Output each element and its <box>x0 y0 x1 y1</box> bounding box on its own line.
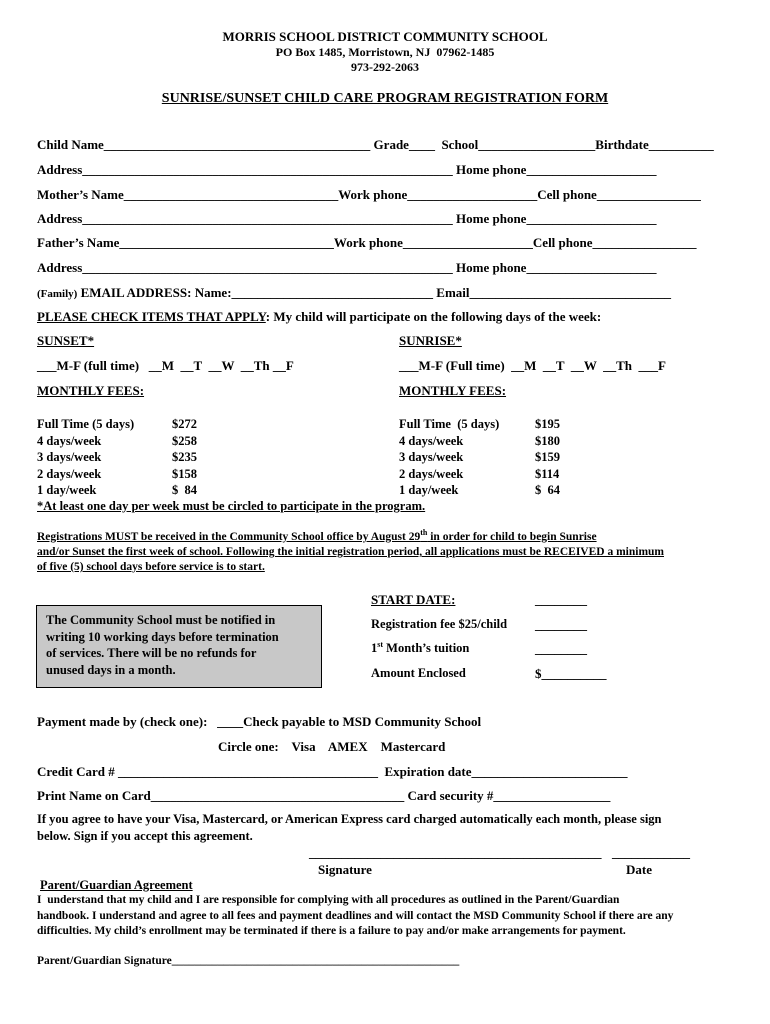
fee-label: 1 day/week <box>399 483 459 497</box>
sunset-heading: SUNSET* <box>37 333 95 348</box>
card-type-options[interactable]: Circle one: Visa AMEX Mastercard <box>218 739 446 754</box>
org-phone: 973-292-2063 <box>351 60 419 74</box>
credit-card-field[interactable]: Credit Card # ________________________________________ Expiration date________________________ <box>37 764 628 779</box>
father-address-field[interactable]: Address_________________________________________________________ Home phone____________________ <box>37 260 657 275</box>
reg-text-b: in order for child to begin Sunrise <box>427 531 597 543</box>
agreement-line-2: handbook. I understand and agree to all fees and payment deadlines and will contact the MSD Community School if there are any <box>37 910 674 922</box>
amount-enclosed-label: Amount Enclosed <box>371 666 466 680</box>
fee-amount: $195 <box>535 417 560 431</box>
fee-amount: $272 <box>172 417 197 431</box>
registration-line-3: of five (5) school days before service is to start. <box>37 561 265 573</box>
child-info-field[interactable]: Child Name_________________________________________ Grade____ School__________________Birthdate__________ <box>37 137 714 152</box>
registration-fee-label: Registration fee $25/child <box>371 617 508 631</box>
tuition-sup: st <box>377 639 384 649</box>
autopay-text-2: below. Sign if you accept this agreement. <box>37 829 253 843</box>
sunrise-fees-heading: MONTHLY FEES: <box>399 383 507 398</box>
family-label: (Family) <box>37 288 78 300</box>
tuition-field[interactable]: ________ <box>535 641 587 656</box>
fee-amount: $158 <box>172 466 197 481</box>
mother-address-field[interactable]: Address_________________________________________________________ Home phone____________________ <box>37 211 657 226</box>
date-label: Date <box>626 862 652 877</box>
registration-line-2: and/or Sunset the first week of school. Following the initial registration period, all applications must be RECEIVED a minimum <box>37 546 664 558</box>
email-text: EMAIL ADDRESS: Name:_______________________________ Email_______________________________ <box>77 285 672 300</box>
fee-label: 4 days/week <box>37 433 102 448</box>
check-rest: : My child will participate on the following days of the week: <box>265 309 602 324</box>
tuition-label <box>371 641 469 656</box>
payment-method-field[interactable]: Payment made by (check one): ____Check payable to MSD Community School <box>37 714 482 729</box>
mother-info-field[interactable]: Mother’s Name_________________________________Work phone____________________Cell phone________________ <box>37 187 701 202</box>
sunset-fees-heading: MONTHLY FEES: <box>37 383 145 398</box>
reg-sup: th <box>420 528 428 538</box>
registration-line-1 <box>37 530 597 545</box>
signature-label: Signature <box>318 862 372 877</box>
termination-notice-box: The Community School must be notified in writing 10 working days before termination of services. There will be no refunds for unused days in a month. <box>36 605 322 688</box>
circle-note: *At least one day per week must be circled to participate in the program. <box>37 499 426 513</box>
family-email-field[interactable] <box>37 285 671 302</box>
autopay-text-1: If you agree to have your Visa, Mastercard, or American Express card charged automatically each month, please sign <box>37 812 662 826</box>
fee-label: 3 days/week <box>399 450 464 464</box>
tuition-post: Month’s tuition <box>383 641 470 655</box>
agreement-line-3: difficulties. My child’s enrollment may be terminated if there is a failure to pay and/or make arrangements for payment. <box>37 925 626 937</box>
form-title: SUNRISE/SUNSET CHILD CARE PROGRAM REGISTRATION FORM <box>161 91 609 106</box>
fee-label: 2 days/week <box>37 466 102 481</box>
agreement-heading: Parent/Guardian Agreement <box>40 878 193 892</box>
fee-label: 1 day/week <box>37 483 97 497</box>
fee-label: 2 days/week <box>399 466 464 481</box>
sunrise-heading: SUNRISE* <box>399 333 462 348</box>
org-address: PO Box 1485, Morristown, NJ 07962-1485 <box>275 45 495 59</box>
father-info-field[interactable]: Father’s Name_________________________________Work phone____________________Cell phone________________ <box>37 235 697 250</box>
sunrise-days-checkboxes[interactable]: ___M-F (Full time) __M __T __W __Th ___F <box>399 358 666 373</box>
fee-label: Full Time (5 days) <box>37 417 135 431</box>
check-label: PLEASE CHECK ITEMS THAT APPLY <box>37 309 266 324</box>
fee-amount: $ 84 <box>172 483 197 497</box>
fee-label: Full Time (5 days) <box>399 417 500 431</box>
registration-fee-field[interactable]: ________ <box>535 617 587 632</box>
org-name: MORRIS SCHOOL DISTRICT COMMUNITY SCHOOL <box>222 29 548 44</box>
card-name-field[interactable]: Print Name on Card_______________________________________ Card security #__________________ <box>37 788 611 803</box>
sunset-days-checkboxes[interactable]: ___M-F (full time) __M __T __W __Th __F <box>37 358 294 373</box>
amount-enclosed-field[interactable]: $__________ <box>535 666 607 681</box>
fee-amount: $235 <box>172 450 197 464</box>
check-instructions <box>37 309 601 324</box>
fee-amount: $ 64 <box>535 483 560 497</box>
tuition-pre: 1 <box>371 641 378 655</box>
start-date-label: START DATE: <box>371 592 456 607</box>
fee-label: 3 days/week <box>37 450 102 464</box>
fee-amount: $258 <box>172 433 197 448</box>
signature-line[interactable]: _____________________________________________ <box>309 845 602 860</box>
start-date-field[interactable]: ________ <box>535 592 587 607</box>
fee-amount: $180 <box>535 433 560 448</box>
fee-label: 4 days/week <box>399 433 464 448</box>
child-address-field[interactable]: Address_________________________________________________________ Home phone____________________ <box>37 162 657 177</box>
date-line[interactable]: ____________ <box>612 845 690 860</box>
fee-amount: $114 <box>535 466 560 481</box>
parent-signature-field[interactable]: Parent/Guardian Signature__________________________________________________ <box>37 955 460 967</box>
reg-text-a: Registrations MUST be received in the Community School office by August 29 <box>37 531 421 543</box>
fee-amount: $159 <box>535 450 560 464</box>
agreement-line-1: I understand that my child and I are responsible for complying with all procedures as outlined in the Parent/Guardian <box>37 894 620 906</box>
